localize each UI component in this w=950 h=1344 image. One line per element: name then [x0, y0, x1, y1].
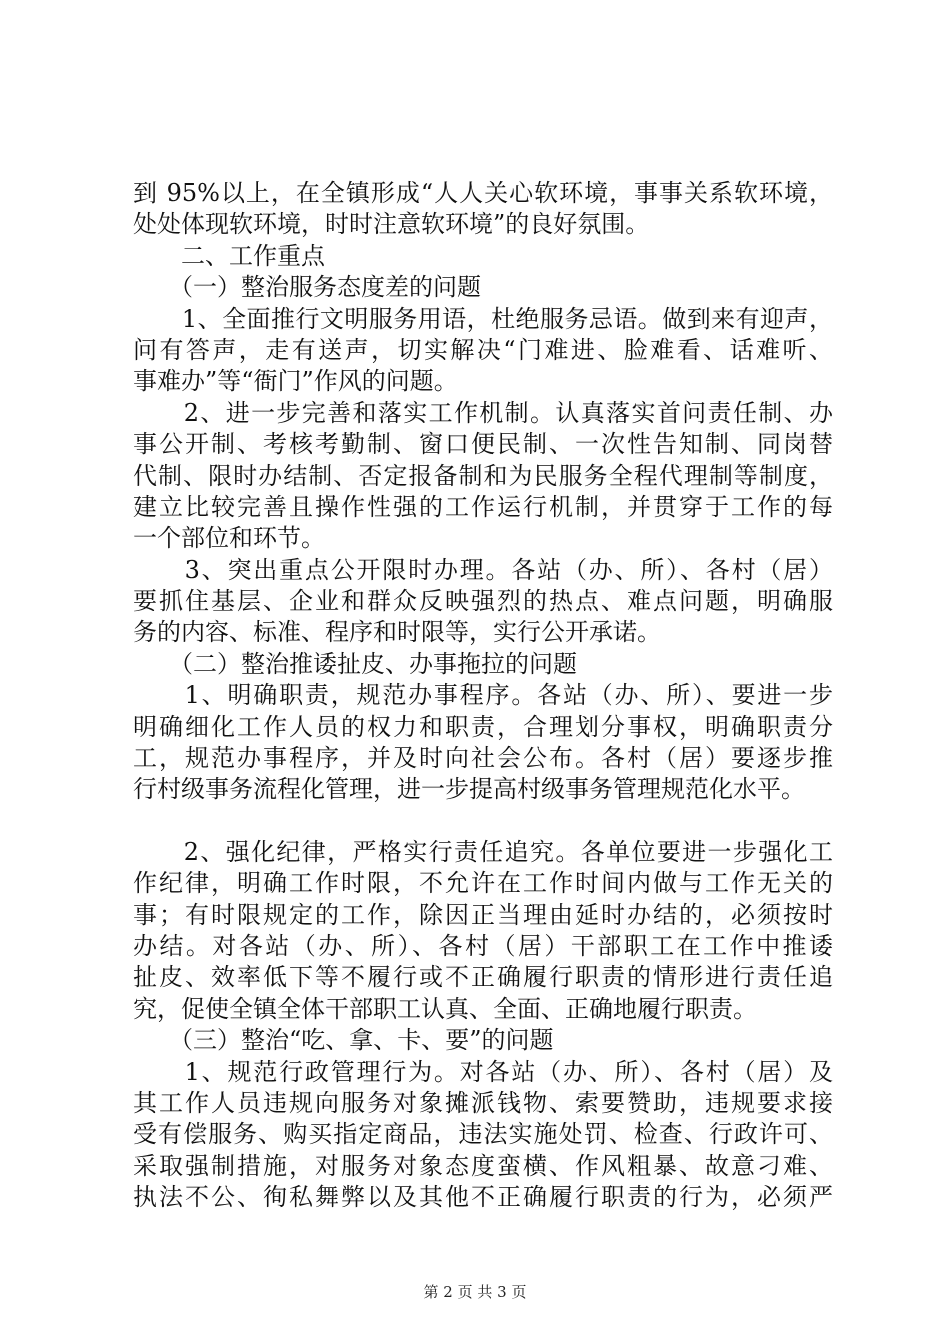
text-line: 其工作人员违规向服务对象摊派钱物、索要赞助，违规要求接 — [133, 1088, 833, 1117]
text-line: 受有偿服务、购买指定商品，违法实施处罚、检查、行政许可、 — [133, 1120, 833, 1149]
paragraph-gap — [133, 806, 833, 837]
text-line: （二）整治推诿扯皮、办事拖拉的问题 — [133, 649, 577, 678]
page-footer: 第 2 页 共 3 页 — [423, 1283, 527, 1301]
text-line: 执法不公、徇私舞弊以及其他不正确履行职责的行为，必须严 — [133, 1183, 833, 1212]
text-line: （三）整治“吃、拿、卡、要”的问题 — [133, 1026, 554, 1055]
text-line: 事公开制、考核考勤制、窗口便民制、一次性告知制、同岗替 — [133, 430, 833, 459]
text-line: 一个部位和环节。 — [133, 524, 325, 553]
text-line: 1、全面推行文明服务用语，杜绝服务忌语。做到来有迎声， — [133, 304, 833, 333]
text-line: 行村级事务流程化管理，进一步提高村级事务管理规范化水平。 — [133, 775, 805, 804]
document-body — [133, 178, 833, 1214]
text-line: 事难办”等“衙门”作风的问题。 — [133, 367, 458, 396]
text-line: 明确细化工作人员的权力和职责，合理划分事权，明确职责分 — [133, 712, 833, 741]
text-line: 事；有时限规定的工作，除因正当理由延时办结的，必须按时 — [133, 900, 833, 929]
text-line: 作纪律，明确工作时限，不允许在工作时间内做与工作无关的 — [133, 869, 833, 898]
text-line: 问有答声，走有送声，切实解决“门难进、脸难看、话难听、 — [133, 335, 833, 364]
text-line: 1、规范行政管理行为。对各站（办、所）、各村（居）及 — [133, 1057, 833, 1086]
text-line: 3、突出重点公开限时办理。各站（办、所）、各村（居） — [133, 555, 833, 584]
text-line: （一）整治服务态度差的问题 — [133, 273, 481, 302]
text-line: 扯皮、效率低下等不履行或不正确履行职责的情形进行责任追 — [133, 963, 833, 992]
text-line: 2、进一步完善和落实工作机制。认真落实首问责任制、办 — [133, 398, 833, 427]
text-line: 采取强制措施，对服务对象态度蛮横、作风粗暴、故意刁难、 — [133, 1151, 833, 1180]
text-line: 1、明确职责，规范办事程序。各站（办、所）、要进一步 — [133, 681, 833, 710]
text-line: 究，促使全镇全体干部职工认真、全面、正确地履行职责。 — [133, 994, 757, 1023]
text-line: 务的内容、标准、程序和时限等，实行公开承诺。 — [133, 618, 661, 647]
text-line: 2、强化纪律，严格实行责任追究。各单位要进一步强化工 — [133, 837, 833, 866]
text-line: 到 95%以上，在全镇形成“人人关心软环境，事事关系软环境， — [133, 179, 833, 207]
text-line: 二、工作重点 — [133, 241, 325, 270]
text-line: 要抓住基层、企业和群众反映强烈的热点、难点问题，明确服 — [133, 587, 833, 616]
text-line: 建立比较完善且操作性强的工作运行机制，并贯穿于工作的每 — [133, 492, 833, 521]
text-line: 工，规范办事程序，并及时向社会公布。各村（居）要逐步推 — [133, 744, 833, 773]
text-line: 代制、限时办结制、否定报备制和为民服务全程代理制等制度， — [133, 461, 833, 490]
text-line: 处处体现软环境，时时注意软环境”的良好氛围。 — [133, 210, 650, 239]
text-line: 办结。对各站（办、所）、各村（居）干部职工在工作中推诿 — [133, 931, 833, 960]
